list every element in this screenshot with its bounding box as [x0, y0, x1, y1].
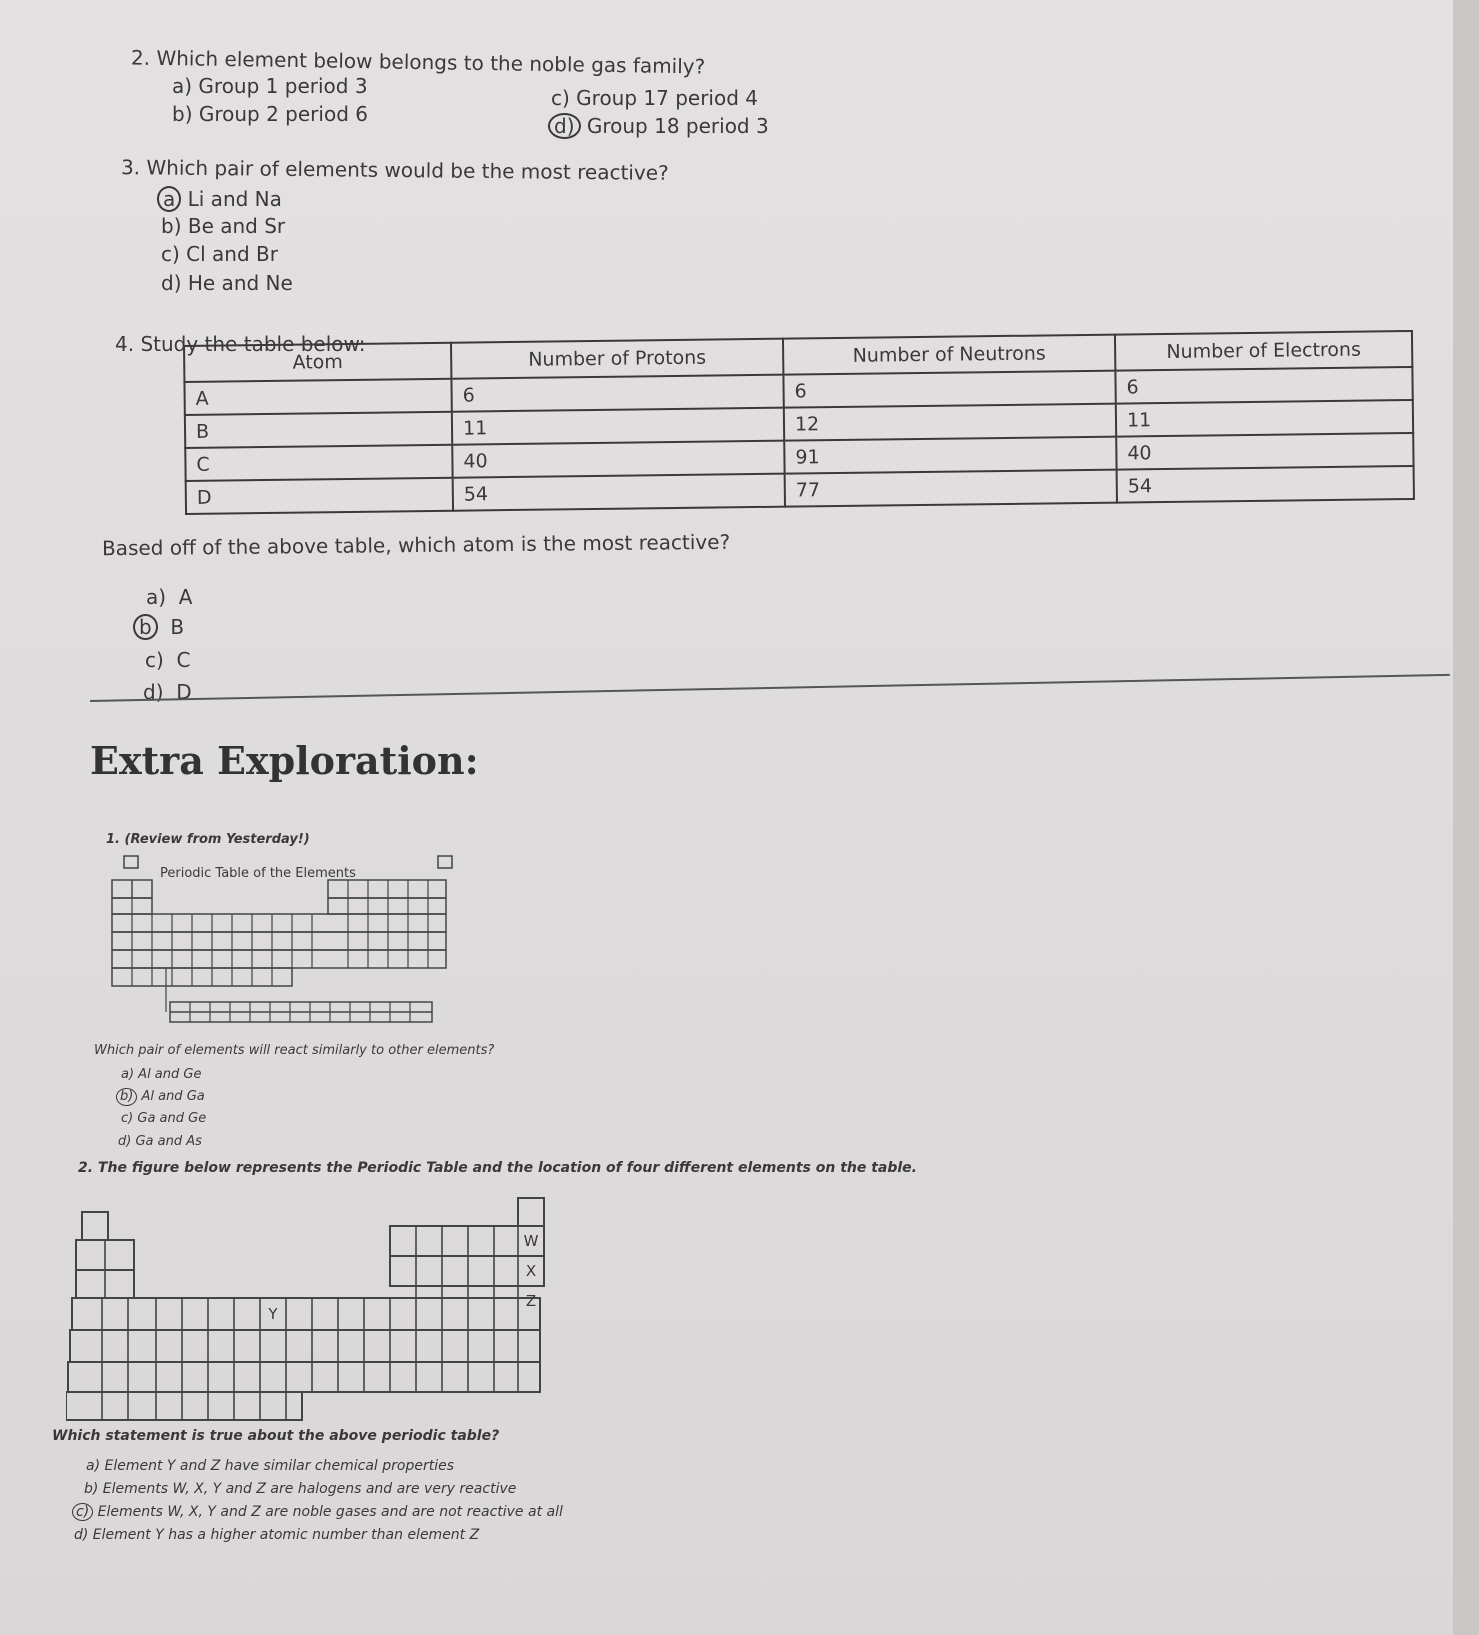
table-cell: D: [186, 478, 453, 514]
option-text: B: [170, 615, 185, 639]
q3-question: 3. Which pair of elements would be the most reactive?: [120, 155, 669, 185]
option-text: C: [176, 648, 191, 672]
e1-option-a: a) Al and Ge: [121, 1067, 202, 1082]
answer-circle: b: [133, 614, 158, 640]
table-cell: 12: [784, 404, 1116, 441]
table-header: Number of Protons: [451, 339, 783, 379]
table-cell: 54: [1117, 466, 1414, 503]
option-text: A: [178, 585, 193, 609]
table-cell: 40: [452, 441, 784, 478]
q4-option-b: [133, 614, 184, 640]
e2-option-a: a) Element Y and Z have similar chemical properties: [86, 1458, 454, 1474]
e2-option-c: [72, 1503, 563, 1521]
table-cell: 6: [451, 375, 783, 412]
table-cell: 6: [783, 371, 1115, 408]
q3-option-c: c) Cl and Br: [161, 242, 278, 266]
element-y-label: Y: [268, 1305, 278, 1323]
table-cell: 54: [453, 474, 785, 511]
q2-option-c: c) Group 17 period 4: [551, 86, 759, 110]
q2-question: 2. Which element below belongs to the noble gas family?: [130, 45, 706, 79]
e1-label: 1. (Review from Yesterday!): [106, 832, 310, 847]
answer-circle: c): [72, 1503, 93, 1521]
table-cell: B: [185, 412, 452, 448]
e1-option-c: [121, 1111, 206, 1126]
option-letter: c): [121, 1111, 134, 1126]
q2-option-d: [548, 113, 769, 139]
element-w-label: W: [523, 1232, 539, 1250]
table-cell: 91: [784, 437, 1116, 474]
option-letter: d): [143, 680, 164, 704]
table-cell: A: [184, 379, 451, 415]
e2-option-b: b) Elements W, X, Y and Z are halogens and are very reactive: [84, 1481, 517, 1497]
periodic-table-title: Periodic Table of the Elements: [160, 866, 356, 881]
extra-title: Extra Exploration:: [90, 738, 479, 783]
q2-option-a: a) Group 1 period 3: [172, 74, 368, 98]
table-header: Number of Electrons: [1115, 331, 1412, 371]
q3-option-a: [157, 186, 282, 212]
table-cell: C: [185, 445, 452, 481]
table-cell: 77: [785, 470, 1117, 507]
option-letter: a): [146, 585, 167, 609]
answer-circle: a: [157, 186, 181, 212]
page-edge: [1453, 0, 1479, 1635]
table-cell: 40: [1116, 433, 1413, 470]
option-letter: c): [145, 648, 164, 672]
e1-option-b: [116, 1088, 205, 1106]
table-cell: 6: [1115, 367, 1412, 404]
option-text: D: [176, 680, 192, 704]
e2-question: Which statement is true about the above periodic table?: [52, 1428, 500, 1444]
q4-followup: Based off of the above table, which atom is the most reactive?: [101, 529, 731, 561]
q2-option-b: b) Group 2 period 6: [172, 102, 368, 126]
e2-option-d: d) Element Y has a higher atomic number than element Z: [74, 1527, 480, 1543]
q3-option-d: d) He and Ne: [161, 271, 293, 295]
e1-option-d: d) Ga and As: [118, 1134, 202, 1149]
q4-option-a: [146, 585, 192, 609]
option-text: Al and Ga: [141, 1089, 205, 1104]
table-cell: 11: [1116, 400, 1413, 437]
element-x-label: X: [525, 1262, 537, 1280]
element-z-label: Z: [525, 1292, 537, 1310]
q3-option-b: b) Be and Sr: [161, 214, 286, 238]
answer-circle: d): [548, 113, 581, 139]
q3-option-a-text: Li and Na: [187, 187, 282, 211]
q4-option-c: [145, 648, 191, 672]
e2-intro: 2. The figure below represents the Periodic Table and the location of four different elements on the table.: [78, 1160, 917, 1176]
option-text: Ga and Ge: [137, 1111, 207, 1126]
table-header: Number of Neutrons: [783, 335, 1115, 375]
option-text: Elements W, X, Y and Z are noble gases and are not reactive at all: [97, 1504, 563, 1520]
table-header: Atom: [184, 343, 451, 382]
q2-option-d-text: Group 18 period 3: [586, 114, 769, 138]
atom-data-table: [183, 330, 1415, 515]
periodic-table-figure-2: [66, 1196, 546, 1424]
e1-question: Which pair of elements will react similarly to other elements?: [94, 1043, 495, 1058]
answer-circle: b): [116, 1088, 137, 1106]
q4-intro: 4. Study the table below:: [115, 332, 366, 356]
table-cell: 11: [452, 408, 784, 445]
